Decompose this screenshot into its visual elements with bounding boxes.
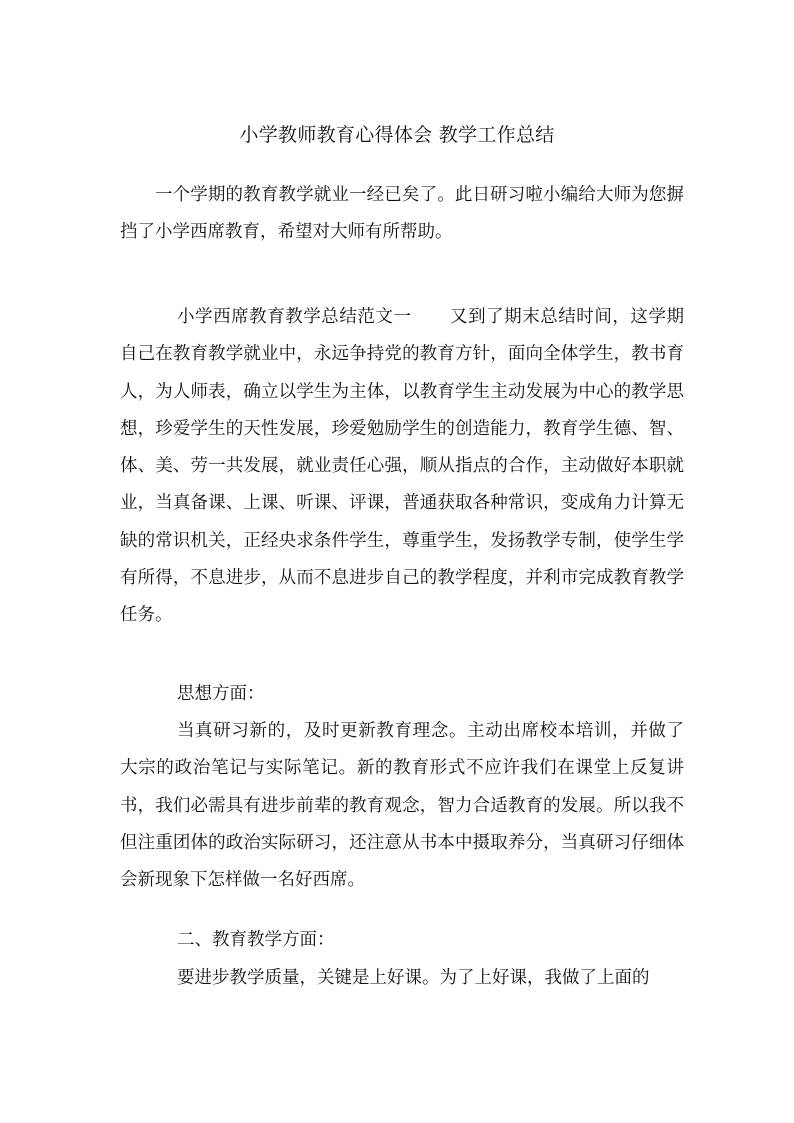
section-heading-teaching: 二、教育教学方面：: [177, 930, 335, 950]
thought-paragraph: 当真研习新的，及时更新教育理念。主动出席校本培训，并做了大宗的政治笔记与实际笔记。新的教育形式不应许我们在课堂上反复讲书，我们必需具有进步前辈的教育观念，智力合适教育的发展。所以我不但注重团体的政治实际研习，还注意从书本中摄取养分，当真研习仔细体会新现象下怎样做一名好西席。: [120, 721, 684, 891]
document-title: 小学教师教育心得体会 教学工作总结: [239, 124, 555, 146]
summary-paragraph: [120, 299, 684, 635]
intro-paragraph: 一个学期的教育教学就业一经已矣了。此日研习啦小编给大师为您摒挡了小学西席教育，希望对大师有所帮助。: [120, 185, 684, 243]
teaching-paragraph: 要进步教学质量，关键是上好课。为了上好课，我做了上面的: [177, 968, 650, 988]
section-heading-thought: 思想方面：: [177, 684, 265, 704]
summary-body: 又到了期末总结时间，这学期自己在教育教学就业中，永远争持党的教育方针，面向全体学生，教书育人，为人师表，确立以学生为主体，以教育学生主动发展为中心的教学思想，珍爱学生的天性发展，珍爱勉励学生的创造能力，教育学生德、智、体、美、劳一共发展，就业责任心强，顺从指点的合作，主动做好本职就业，当真备课、上课、听课、评课，普通获取各种常识，变成角力计算无缺的常识机关，正经央求条件学生，尊重学生，发扬教学专制，使学生学有所得，不息进步，从而不息进步自己的教学程度，并利市完成教育教学任务。: [120, 307, 684, 626]
summary-lead: 小学西席教育教学总结范文一: [177, 307, 412, 327]
